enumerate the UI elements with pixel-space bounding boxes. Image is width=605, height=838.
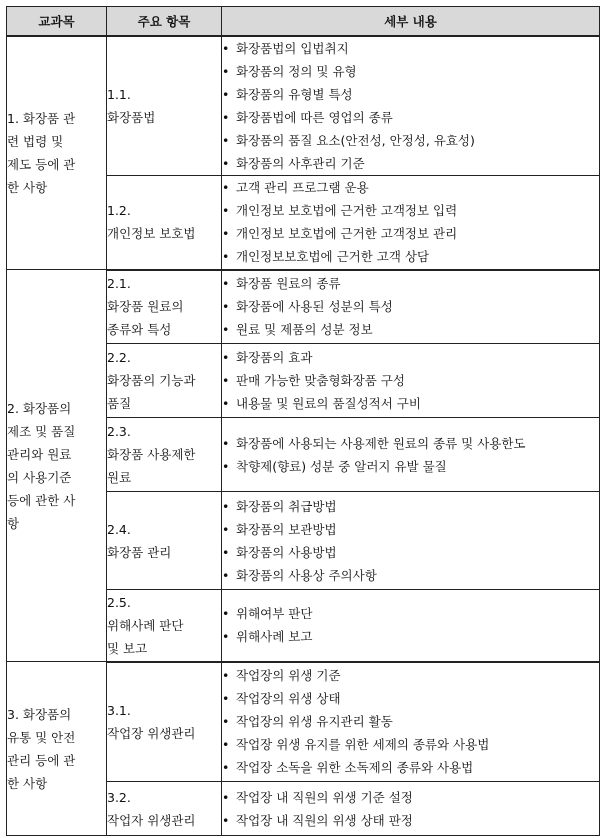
item-title: 화장품 사용제한 xyxy=(107,447,196,462)
item-number: 2.3. xyxy=(107,424,131,439)
subject-text: 의 사용기준 xyxy=(7,469,72,485)
details-3-1 xyxy=(222,662,600,782)
detail-item: • 작업장 소독을 위한 소독제의 종류와 사용법 xyxy=(222,756,599,779)
item-title: 화장품의 기능과 xyxy=(107,373,196,388)
details-1-1 xyxy=(222,36,600,176)
item-number: 3.2. xyxy=(107,789,131,805)
subject-text: 등에 관한 사 xyxy=(7,492,76,508)
item-2-5 xyxy=(107,590,222,662)
detail-item: • 판매 가능한 맞춤형화장품 구성 xyxy=(222,369,599,392)
subject-1 xyxy=(7,36,107,270)
subject-text: 제도 등에 관 xyxy=(7,157,76,172)
table-row xyxy=(7,662,600,782)
detail-item: • 화장품의 사용상 주의사항 xyxy=(222,564,599,587)
item-title: 위해사례 판단 xyxy=(107,617,184,633)
detail-item: • 화장품의 보관방법 xyxy=(222,518,599,541)
subject-text: 2. 화장품의 xyxy=(7,400,72,416)
detail-item: • 화장품법에 따른 영업의 종류 xyxy=(222,106,599,129)
item-title: 화장품법 xyxy=(107,110,156,125)
item-2-4 xyxy=(107,492,222,590)
details-2-3 xyxy=(222,418,600,492)
header-row xyxy=(7,7,600,37)
detail-item: • 위해여부 판단 xyxy=(222,602,599,625)
subject-text: 관리 등에 관 xyxy=(7,752,76,768)
detail-item: • 화장품법의 입법취지 xyxy=(222,37,599,60)
item-number: 2.5. xyxy=(107,594,131,610)
item-title: 및 보고 xyxy=(107,640,148,656)
subject-2 xyxy=(7,270,107,662)
subject-text: 3. 화장품의 xyxy=(7,706,72,722)
header-main-item: 주요 항목 xyxy=(107,7,222,37)
item-3-2 xyxy=(107,782,222,836)
detail-item: • 화장품의 품질 요소(안전성, 안정성, 유효성) xyxy=(222,129,599,152)
subject-text: 련 법령 및 xyxy=(7,134,64,149)
subject-3 xyxy=(7,662,107,836)
detail-item: • 화장품에 사용된 성분의 특성 xyxy=(222,295,599,318)
item-2-1 xyxy=(107,270,222,344)
item-title: 작업자 위생관리 xyxy=(107,812,196,828)
subject-text: 항 xyxy=(7,515,20,531)
details-2-2 xyxy=(222,344,600,418)
subject-text: 유통 및 안전 xyxy=(7,729,76,745)
subject-text: 한 사항 xyxy=(7,180,48,195)
header-subject: 교과목 xyxy=(7,7,107,37)
item-number: 1.2. xyxy=(107,203,131,219)
details-2-1 xyxy=(222,270,600,344)
detail-item: • 원료 및 제품의 성분 정보 xyxy=(222,318,599,341)
detail-item: • 작업장 내 직원의 위생 상태 판정 xyxy=(222,809,599,832)
detail-item: • 고객 관리 프로그램 운용 xyxy=(222,176,599,199)
detail-item: • 작업장의 위생 기준 xyxy=(222,664,599,687)
detail-item: • 화장품의 취급방법 xyxy=(222,495,599,518)
detail-item: • 개인정보 보호법에 근거한 고객정보 관리 xyxy=(222,222,599,245)
item-number: 2.1. xyxy=(107,276,131,292)
detail-item: • 화장품의 사용방법 xyxy=(222,541,599,564)
detail-item: • 화장품의 정의 및 유형 xyxy=(222,60,599,83)
item-2-3 xyxy=(107,418,222,492)
detail-item: • 화장품의 유형별 특성 xyxy=(222,83,599,106)
detail-item: • 화장품 원료의 종류 xyxy=(222,272,599,295)
detail-item: • 위해사례 보고 xyxy=(222,625,599,648)
header-details: 세부 내용 xyxy=(222,7,600,37)
subject-text: 제조 및 품질 xyxy=(7,423,76,439)
detail-item: • 화장품의 사후관리 기준 xyxy=(222,152,599,175)
item-2-2 xyxy=(107,344,222,418)
item-1-1 xyxy=(107,36,222,176)
detail-item: • 개인정보보호법에 근거한 고객 상담 xyxy=(222,245,599,268)
syllabus-table xyxy=(6,6,600,836)
detail-item: • 작업장의 위생 유지관리 활동 xyxy=(222,710,599,733)
item-number: 1.1. xyxy=(107,87,131,102)
detail-item: • 작업장 내 직원의 위생 기준 설정 xyxy=(222,786,599,809)
details-2-5 xyxy=(222,590,600,662)
details-1-2 xyxy=(222,176,600,270)
table-row xyxy=(7,36,600,176)
item-3-1 xyxy=(107,662,222,782)
item-title: 화장품 관리 xyxy=(107,544,172,560)
item-title: 화장품 원료의 xyxy=(107,299,184,315)
details-2-4 xyxy=(222,492,600,590)
subject-text: 1. 화장품 관 xyxy=(7,111,76,126)
table-row xyxy=(7,270,600,344)
detail-item: • 작업장 위생 유지를 위한 세제의 종류와 사용법 xyxy=(222,733,599,756)
item-number: 3.1. xyxy=(107,702,131,718)
item-number: 2.4. xyxy=(107,521,131,537)
item-title: 개인정보 보호법 xyxy=(107,226,196,242)
subject-text: 한 사항 xyxy=(7,775,48,791)
detail-item: • 개인정보 보호법에 근거한 고객정보 입력 xyxy=(222,199,599,222)
item-title: 종류와 특성 xyxy=(107,322,172,338)
detail-item: • 화장품에 사용되는 사용제한 원료의 종류 및 사용한도 xyxy=(222,432,599,455)
subject-text: 관리와 원료 xyxy=(7,446,72,462)
details-3-2 xyxy=(222,782,600,836)
item-title: 원료 xyxy=(107,470,132,485)
item-number: 2.2. xyxy=(107,350,131,365)
detail-item: • 작업장의 위생 상태 xyxy=(222,687,599,710)
detail-item: • 내용물 및 원료의 품질성적서 구비 xyxy=(222,392,599,415)
item-1-2 xyxy=(107,176,222,270)
item-title: 작업장 위생관리 xyxy=(107,725,196,741)
detail-item: • 착향제(향료) 성분 중 알러지 유발 물질 xyxy=(222,455,599,478)
item-title: 품질 xyxy=(107,396,132,411)
detail-item: • 화장품의 효과 xyxy=(222,346,599,369)
